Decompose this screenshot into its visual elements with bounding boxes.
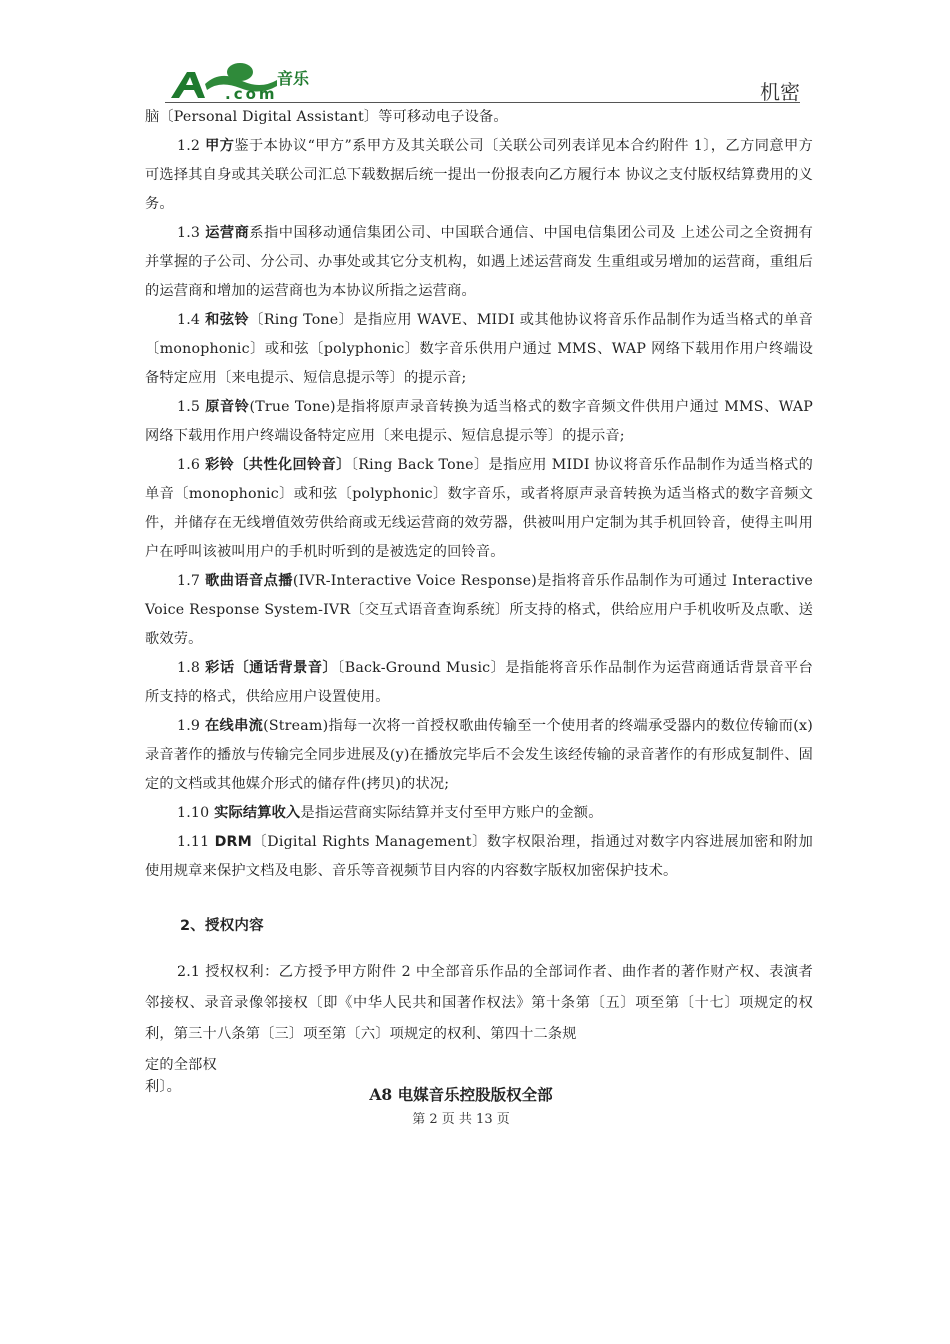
- term: 和弦铃: [205, 312, 250, 328]
- term: 彩话〔通话背景音〕: [205, 660, 338, 676]
- clause-2-1: 2.1 授权权利：乙方授予甲方附件 2 中全部音乐作品的全部词作者、曲作者的著作财产权、表演者邻接权、录音录像邻接权〔即《中华人民共和国著作权法》第十条第〔五〕项至第〔十七〕项规定的权利，第三十八条第〔三〕项至第〔六〕项规定的权利、第四十二条规: [145, 964, 813, 1042]
- term: 实际结算收入: [214, 805, 301, 821]
- term: 原音铃: [205, 399, 250, 415]
- page-number: 第 2 页 共 13 页: [412, 1112, 510, 1127]
- clause-1-5: 1.5 原音铃(True Tone)是指将原声录音转换为适当格式的数字音频文件供用户通过 MMS、WAP 网络下载用作用户终端设备特定应用〔来电提示、短信息提示等〕的提示音;: [145, 399, 814, 444]
- svg-text:音乐: 音乐: [277, 69, 310, 88]
- clause-1-2: 1.2 甲方鉴于本协议“甲方”系甲方及其关联公司〔关联公司列表详见本合约附件 1〕，乙方同意甲方可选择其自身或其关联公司汇总下载数据后统一提出一份报表向乙方履行本 协议之支付版权结算费用的义务。: [145, 138, 813, 212]
- page-header: [165, 58, 800, 103]
- footer-title: A8 电媒音乐控股版权全部: [369, 1085, 553, 1104]
- clause-1-9: 1.9 在线串流(Stream)指每一次将一首授权歌曲传输至一个使用者的终端承受器内的数位传输而(x)录音著作的播放与传输完全同步进展及(y)在播放完毕后不会发生该经传输的录音著作的有形成复制件、固定的文档或其他媒介形式的储存件(拷贝)的状况;: [145, 718, 813, 792]
- svg-text:.com: .com: [225, 85, 278, 102]
- clause-1-10: 1.10 实际结算收入是指运营商实际结算并支付至甲方账户的金额。: [177, 805, 603, 821]
- term: DRM: [214, 834, 252, 850]
- clause-1-3: 1.3 运营商系指中国移动通信集团公司、中国联合通信、中国电信集团公司及 上述公司之全资拥有并掌握的子公司、分公司、办事处或其它分支机构，如遇上述运营商发 生重组或另增加的运营商，重组后的运营商和增加的运营商也为本协议所指之运营商。: [145, 225, 813, 299]
- document-body: [145, 103, 813, 1098]
- confidential-label: 机密: [760, 80, 800, 104]
- term: 运营商: [205, 225, 250, 241]
- clause-1-4: 1.4 和弦铃〔Ring Tone〕是指应用 WAVE、MIDI 或其他协议将音乐作品制作为适当格式的单音〔monophonic〕或和弦〔polyphonic〕数字音乐供用户通过 MMS、WAP 网络下载用作用户终端设备特定应用〔来电提示、短信息提示等〕的提示音;: [145, 312, 814, 386]
- clause-1-7: 1.7 歌曲语音点播(IVR-Interactive Voice Response)是指将音乐作品制作为可通过 Interactive Voice Response System-IVR〔交互式语音查询系统〕所支持的格式，供给应用户手机收听及点歌、送歌效劳。: [145, 573, 814, 647]
- clause-2-1-tail: 定的全部权 利〕。: [145, 1057, 217, 1095]
- term: 歌曲语音点播: [205, 573, 293, 589]
- clause-1-11: 1.11 DRM〔Digital Rights Management〕数字权限治理，指通过对数字内容进展加密和附加使用规章来保护文档及电影、音乐等音视频节目内容的内容数字版权加密保护技术。: [145, 834, 813, 879]
- section-heading-2: 2、授权内容: [180, 918, 264, 934]
- a8-music-logo-icon: [165, 58, 365, 102]
- term: 甲方: [205, 138, 235, 154]
- term: 在线串流: [205, 718, 264, 734]
- term: 彩铃〔共性化回铃音〕: [205, 457, 351, 473]
- continuation-line: 脑〔Personal Digital Assistant〕等可移动电子设备。: [145, 109, 508, 125]
- clause-1-6: 1.6 彩铃〔共性化回铃音〕〔Ring Back Tone〕是指应用 MIDI 协议将音乐作品制作为适当格式的单音〔monophonic〕或和弦〔polyphonic〕数字音乐，或者将原声录音转换为适当格式的数字音频文件，并储存在无线增值效劳供给商或无线运营商的效劳器，供被叫用户定制为其手机回铃音，使得主叫用户在呼叫该被叫用户的手机时听到的是被选定的回铃音。: [145, 457, 813, 560]
- clause-1-8: 1.8 彩话〔通话背景音〕〔Back-Ground Music〕是指能将音乐作品制作为运营商通话背景音平台所支持的格式，供给应用户设置使用。: [145, 660, 813, 705]
